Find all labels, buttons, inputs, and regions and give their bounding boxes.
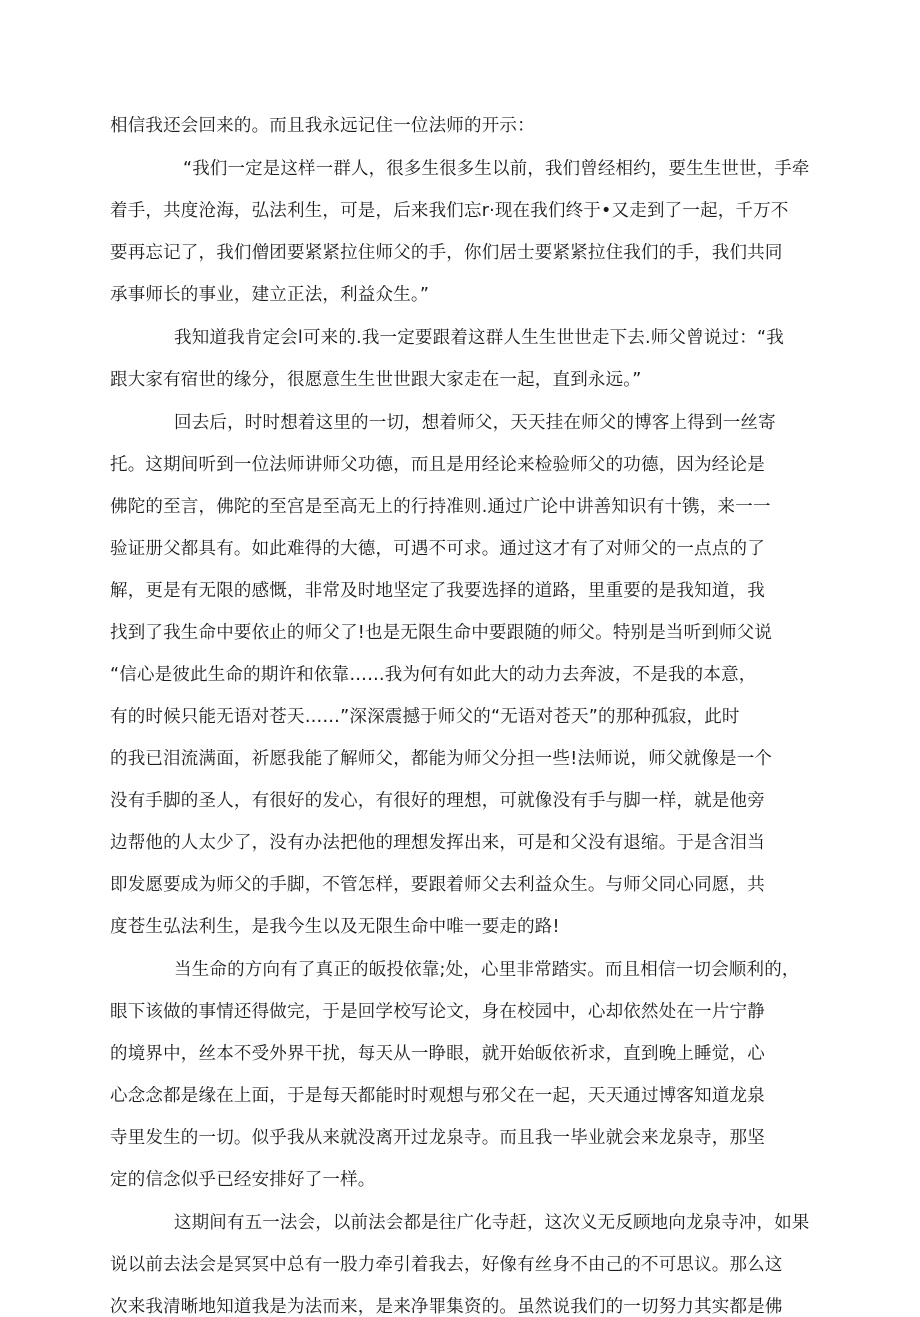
text-line: 承事师长的事业，建立正法，利益众生。” [110,285,430,305]
text-line: 的境界中，丝本不受外界干扰，每天从一睁眼，就开始皈依祈求，直到晚上睡觉，心 [110,1044,765,1064]
text-line: 即发愿要成为师父的手脚，不管怎样，要跟着师父去利益众生。与师父同心同愿，共 [110,875,765,895]
text-line: “信心是彼此生命的期许和依靠……我为何有如此大的动力去奔波，不是我的本意， [110,665,757,685]
text-line: 解，更是有无限的感慨，非常及时地坚定了我要选择的道路，里重要的是我知道，我 [110,581,765,601]
text-line: 这期间有五一法会，以前法会都是往广化寺赶，这次义无反顾地向龙泉寺冲，如果 [174,1213,810,1233]
text-line: 次来我清晰地知道我是为法而来，是来净罪集资的。虽然说我们的一切努力其实都是佛 [110,1297,783,1317]
text-line: 有的时候只能无语对苍天……”深深震撼于师父的“无语对苍天”的那种孤寂，此时 [110,707,740,727]
text-line: 度苍生弘法利生，是我今生以及无限生命中唯一要走的路! [110,917,560,937]
text-line: 找到了我生命中要依止的师父了!也是无限生命中要跟随的师父。特别是当听到师父说 [110,623,773,643]
text-line: 佛陀的至言，佛陀的至宫是至高无上的行持准则.通过广论中讲善知识有十镌，来一一 [110,497,771,517]
text-line: 托。这期间听到一位法师讲师父功德，而且是用经论来检验师父的功德，因为经论是 [110,455,765,475]
text-line: 没有手脚的圣人，有很好的发心，有很好的理想，可就像没有手与脚一样，就是他旁 [110,791,765,811]
text-line: 定的信念似乎已经安排好了一样。 [110,1170,376,1190]
text-line: 说以前去法会是冥冥中总有一股力牵引着我去，好像有丝身不由己的不可思议。那么这 [110,1255,783,1275]
text-line: 心念念都是缘在上面，于是每天都能时时观想与邪父在一起，天天通过博客知道龙泉 [110,1086,765,1106]
text-line: 眼下该做的事情还得做完，于是回学校写论文，身在校园中，心却依然处在一片宁静 [110,1002,765,1022]
text-line: 当生命的方向有了真正的皈投依靠;处，心里非常踏实。而且相信一切会顺利的， [174,960,800,980]
text-line: 验证册父都具有。如此难得的大德，可遇不可求。通过这才有了对师父的一点点的了 [110,539,765,559]
text-line: 边帮他的人太少了，没有办法把他的理想发挥出来，可是和父没有退缩。于是含泪当 [110,833,765,853]
text-line: 着手，共度沧海，弘法利生，可是，后来我们忘r·现在我们终于•又走到了一起，千万不 [110,201,789,221]
text-line: 跟大家有宿世的缘分，很愿意生生世世跟大家走在一起，直到永远。” [110,370,642,390]
text-line: “我们一定是这样一群人，很多生很多生以前，我们曾经相约，要生生世世，手牵 [183,159,810,179]
text-line: 要再忘记了，我们僧团要紧紧拉住师父的手，你们居士要紧紧拉住我们的手，我们共同 [110,243,783,263]
text-line: 相信我还会回来的。而且我永远记住一位法师的开示： [110,116,535,136]
text-line: 的我已泪流满面，祈愿我能了解师父，都能为师父分担一些!法师说，师父就像是一个 [110,749,773,769]
text-line: 我知道我肯定会l可来的.我一定要跟着这群人生生世世走下去.师父曾说过：“我 [174,328,784,348]
text-line: 回去后，时时想着这里的一切，想着师父，天天挂在师父的博客上得到一丝寄 [174,413,776,433]
text-line: 寺里发生的一切。似乎我从来就没离开过龙泉寺。而且我一毕业就会来龙泉寺，那坚 [110,1128,765,1148]
